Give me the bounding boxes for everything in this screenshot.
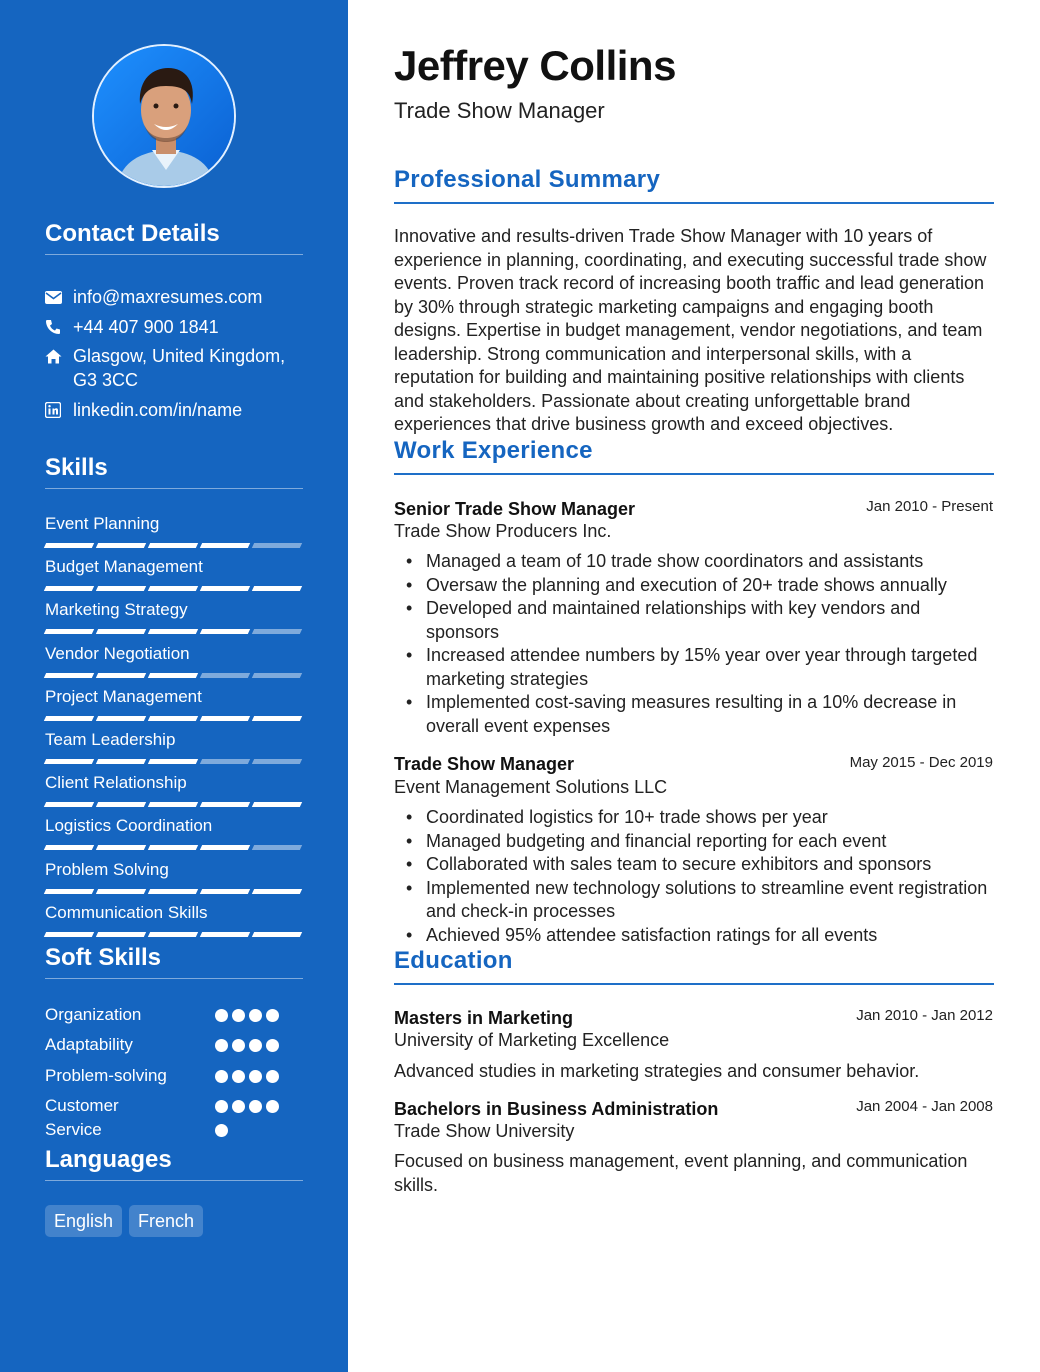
candidate-title: Trade Show Manager — [394, 98, 605, 123]
skill-item — [45, 729, 301, 764]
rating-dot — [249, 1009, 262, 1022]
skill-level-bar — [45, 889, 301, 894]
contact-address-text: Glasgow, United Kingdom, G3 3CC — [73, 346, 286, 390]
skill-level-segment — [200, 932, 250, 937]
experience-heading: Work Experience — [394, 437, 994, 475]
summary-heading: Professional Summary — [394, 166, 994, 204]
skill-level-segment — [148, 673, 198, 678]
job-dates: May 2015 - Dec 2019 — [849, 754, 993, 771]
contact-email-text: info@maxresumes.com — [73, 287, 263, 307]
skill-level-segment — [200, 543, 250, 548]
skill-item — [45, 599, 301, 634]
skill-level-segment — [96, 759, 146, 764]
job-title: Trade Show Manager — [394, 754, 575, 774]
edu-description: Focused on business management, event planning, and communication skills. — [394, 1151, 968, 1195]
skill-level-bar — [45, 932, 301, 937]
rating-dot — [215, 1124, 228, 1137]
edu-school: University of Marketing Excellence — [394, 1030, 670, 1050]
skill-level-segment — [44, 759, 94, 764]
education-heading: Education — [394, 947, 994, 985]
skill-level-segment — [44, 629, 94, 634]
skill-level-segment — [96, 932, 146, 937]
skill-level-segment — [96, 845, 146, 850]
skill-level-segment — [44, 802, 94, 807]
rating-dot — [249, 1039, 262, 1052]
job-bullet: • Collaborated with sales team to secure exhibitors and sponsors — [394, 853, 994, 877]
skill-level-segment — [44, 673, 94, 678]
skill-name: Problem Solving — [45, 860, 169, 879]
skill-level-bar — [45, 716, 301, 721]
envelope-icon — [45, 285, 73, 309]
edu-degree: Masters in Marketing — [394, 1008, 574, 1028]
skill-level-segment — [96, 629, 146, 634]
skill-item — [45, 815, 301, 850]
rating-dot — [266, 1100, 279, 1113]
skill-level-segment — [96, 802, 146, 807]
skill-level-segment — [44, 543, 94, 548]
job-bullet: • Managed a team of 10 trade show coordinators and assistants — [394, 550, 994, 574]
job-bullet: • Implemented cost-saving measures resulting in a 10% decrease in overall event expenses — [394, 691, 994, 738]
skill-level-segment — [148, 932, 198, 937]
contact-linkedin[interactable] — [45, 398, 303, 422]
rating-dot — [249, 1070, 262, 1083]
contact-linkedin-text: linkedin.com/in/name — [73, 400, 243, 420]
skill-level-segment — [252, 802, 302, 807]
job-company: Event Management Solutions LLC — [394, 777, 668, 797]
skill-level-segment — [148, 889, 198, 894]
job-bullet: • Implemented new technology solutions to streamline event registration and check-in processes — [394, 877, 994, 924]
skill-level-segment — [148, 586, 198, 591]
skill-level-segment — [200, 716, 250, 721]
rating-dot — [215, 1070, 228, 1083]
linkedin-icon — [45, 398, 73, 422]
sidebar — [0, 0, 348, 1372]
job-company: Trade Show Producers Inc. — [394, 521, 612, 541]
job-title: Senior Trade Show Manager — [394, 499, 636, 519]
job-bullet: • Achieved 95% attendee satisfaction ratings for all events — [394, 924, 994, 948]
skill-level-segment — [200, 673, 250, 678]
candidate-name: Jeffrey Collins — [394, 42, 676, 89]
rating-dot — [232, 1100, 245, 1113]
skill-item — [45, 513, 301, 548]
languages-heading: Languages — [45, 1146, 303, 1181]
skill-name: Project Management — [45, 687, 202, 706]
skill-level-segment — [148, 629, 198, 634]
contact-address — [45, 344, 303, 392]
skill-item — [45, 772, 301, 807]
skill-level-segment — [96, 673, 146, 678]
skill-level-segment — [200, 889, 250, 894]
skill-item — [45, 859, 301, 894]
job-dates: Jan 2010 - Present — [866, 498, 993, 515]
skill-level-segment — [44, 716, 94, 721]
skill-level-segment — [44, 889, 94, 894]
rating-dot — [232, 1039, 245, 1052]
skill-level-segment — [252, 845, 302, 850]
contact-heading: Contact Details — [45, 220, 303, 255]
skill-level-segment — [200, 759, 250, 764]
skill-level-bar — [45, 759, 301, 764]
rating-dot — [215, 1100, 228, 1113]
language-badge-english: English — [45, 1205, 122, 1237]
edu-dates: Jan 2004 - Jan 2008 — [856, 1098, 993, 1115]
soft-skill-name: Problem-solving — [45, 1066, 167, 1085]
skill-item — [45, 643, 301, 678]
skill-level-segment — [252, 932, 302, 937]
skill-level-segment — [96, 543, 146, 548]
skill-level-segment — [252, 759, 302, 764]
skill-level-bar — [45, 543, 301, 548]
skill-level-bar — [45, 673, 301, 678]
contact-phone[interactable] — [45, 315, 303, 339]
skill-level-segment — [200, 845, 250, 850]
skill-item — [45, 686, 301, 721]
skill-level-segment — [252, 889, 302, 894]
skill-level-segment — [148, 845, 198, 850]
skill-level-segment — [96, 716, 146, 721]
contact-phone-text: +44 407 900 1841 — [73, 317, 219, 337]
soft-skills-heading: Soft Skills — [45, 944, 303, 979]
rating-dot — [249, 1100, 262, 1113]
rating-dot — [232, 1009, 245, 1022]
rating-dot — [215, 1039, 228, 1052]
skill-name: Marketing Strategy — [45, 600, 188, 619]
skill-level-segment — [44, 932, 94, 937]
job-bullets — [394, 806, 994, 947]
skill-name: Vendor Negotiation — [45, 644, 190, 663]
rating-dot — [266, 1009, 279, 1022]
job-bullet: • Coordinated logistics for 10+ trade shows per year — [394, 806, 994, 830]
job-bullets — [394, 550, 994, 738]
contact-email[interactable] — [45, 285, 303, 309]
soft-skill-name: Organization — [45, 1005, 142, 1024]
edu-description: Advanced studies in marketing strategies and consumer behavior. — [394, 1061, 920, 1081]
edu-dates: Jan 2010 - Jan 2012 — [856, 1007, 993, 1024]
job-bullet: • Managed budgeting and financial reporting for each event — [394, 830, 994, 854]
job-bullet: • Increased attendee numbers by 15% year over year through targeted marketing strategies — [394, 644, 994, 691]
edu-degree: Bachelors in Business Administration — [394, 1099, 719, 1119]
job-bullet: • Developed and maintained relationships with key vendors and sponsors — [394, 597, 994, 644]
avatar — [92, 44, 236, 188]
skill-level-segment — [148, 802, 198, 807]
skill-level-segment — [252, 629, 302, 634]
skill-level-bar — [45, 586, 301, 591]
skill-level-segment — [252, 673, 302, 678]
skill-level-segment — [44, 586, 94, 591]
skill-level-bar — [45, 629, 301, 634]
language-badge-french: French — [129, 1205, 203, 1237]
skill-level-segment — [148, 759, 198, 764]
rating-dot — [266, 1070, 279, 1083]
skill-level-segment — [96, 889, 146, 894]
rating-dot — [266, 1039, 279, 1052]
skill-level-segment — [96, 586, 146, 591]
home-icon — [45, 344, 73, 368]
skill-level-segment — [148, 543, 198, 548]
skill-item — [45, 902, 301, 937]
skill-level-segment — [148, 716, 198, 721]
skill-name: Client Relationship — [45, 773, 187, 792]
soft-skill-name: Adaptability — [45, 1035, 133, 1054]
job-bullet: • Oversaw the planning and execution of 20+ trade shows annually — [394, 574, 994, 598]
skill-name: Communication Skills — [45, 903, 208, 922]
skill-level-segment — [252, 716, 302, 721]
skill-level-segment — [200, 586, 250, 591]
soft-skill-name: Customer Service — [45, 1096, 119, 1139]
skill-level-segment — [252, 586, 302, 591]
skill-level-bar — [45, 802, 301, 807]
skill-level-segment — [200, 802, 250, 807]
skill-name: Event Planning — [45, 514, 160, 533]
skills-heading: Skills — [45, 454, 303, 489]
skill-name: Budget Management — [45, 557, 203, 576]
skill-item — [45, 556, 301, 591]
rating-dot — [215, 1009, 228, 1022]
skill-level-segment — [44, 845, 94, 850]
summary-text: Innovative and results-driven Trade Show Manager with 10 years of experience in planning, coordinating, and executing successful trade show events. Proven track record of increasing booth traffic and lead generation by 30% through strategic marketing campaigns and engaging booth designs. Expertise in budget management, vendor negotiations, and team leadership. Strong communication and interpersonal skills, with a reputation for building and maintaining positive relationships with clients and stakeholders. Passionate about creating unforgettable brand experiences that drive business growth and exceed objectives. — [394, 226, 987, 434]
rating-dot — [232, 1070, 245, 1083]
edu-school: Trade Show University — [394, 1121, 575, 1141]
skill-level-segment — [200, 629, 250, 634]
phone-icon — [45, 315, 73, 339]
skill-level-bar — [45, 845, 301, 850]
skill-level-segment — [252, 543, 302, 548]
skill-name: Team Leadership — [45, 730, 176, 749]
skill-name: Logistics Coordination — [45, 816, 213, 835]
